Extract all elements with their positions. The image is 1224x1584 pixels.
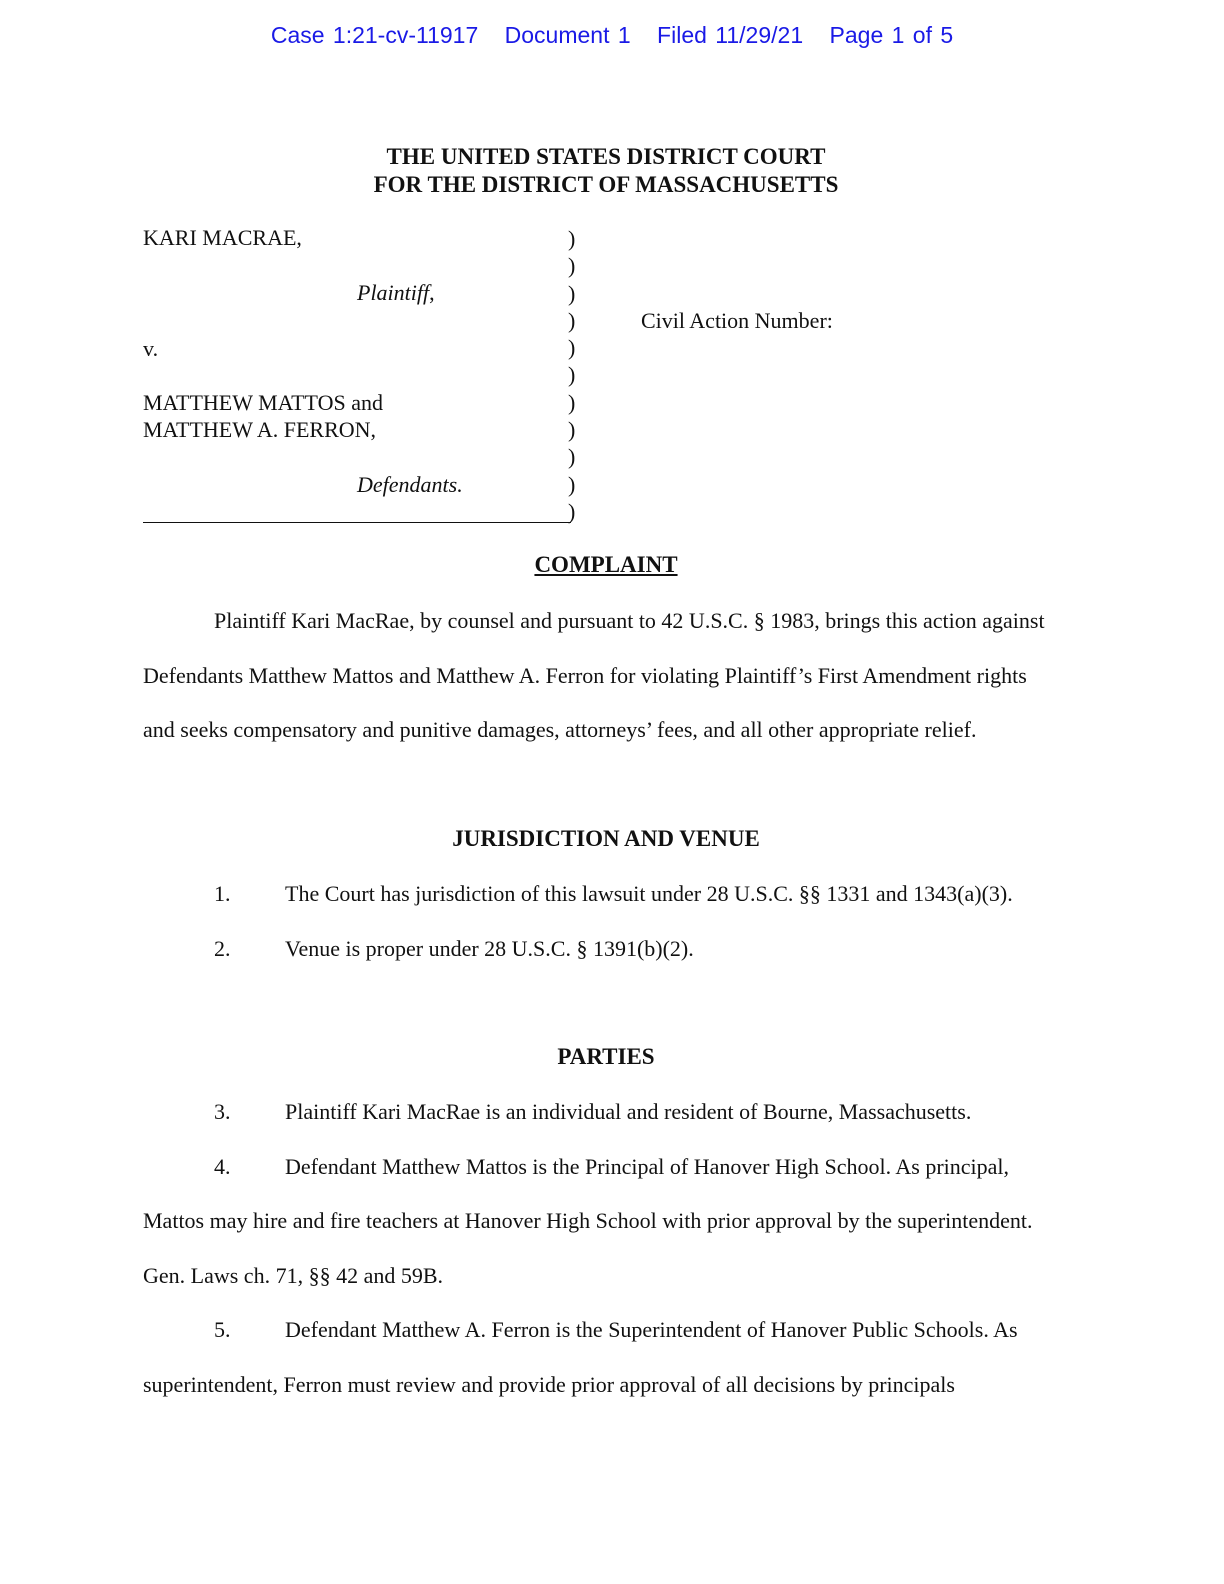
plaintiff-role — [357, 280, 435, 306]
page-indicator: Page 1 of 5 — [829, 22, 954, 48]
paragraph-number: 5. — [214, 1317, 231, 1343]
paren: ) — [568, 280, 576, 306]
defendant-role — [357, 472, 463, 498]
civil-action-number: Civil Action Number: — [641, 308, 833, 333]
paragraph-number: 2. — [214, 935, 231, 961]
court-heading — [0, 143, 1212, 199]
paragraph-text: Venue is proper under 28 U.S.C. § 1391(b)(2). — [285, 935, 694, 961]
paragraph-4 — [143, 1140, 1063, 1304]
paragraph-text: The Court has jurisdiction of this lawsuit under 28 U.S.C. §§ 1331 and 1343(a)(3). — [285, 881, 1013, 906]
complaint-title — [0, 552, 1212, 578]
caption-parentheses — [568, 225, 588, 525]
paragraph-3 — [143, 1085, 1063, 1140]
paren: ) — [568, 335, 576, 361]
ecf-header-stamp — [0, 22, 1224, 49]
paren: ) — [568, 498, 576, 524]
paragraph-2 — [143, 922, 1063, 977]
paren: ) — [568, 307, 576, 333]
defendant-line2: MATTHEW A. FERRON, — [143, 417, 377, 442]
paragraph-5 — [143, 1303, 1063, 1412]
case-number: Case 1:21-cv-11917 — [270, 22, 479, 48]
paragraph-text: Defendant Matthew A. Ferron is the Superintendent of Hanover Public Schools. As superintendent, Ferron must review and provide prior approval of all decisions by principals — [143, 1317, 1018, 1397]
parties-section — [143, 1085, 1063, 1413]
case-caption — [143, 225, 903, 535]
paren: ) — [568, 253, 576, 279]
paragraph-text: Plaintiff Kari MacRae is an individual and resident of Bourne, Massachusetts. — [285, 1099, 972, 1124]
paren: ) — [568, 362, 576, 388]
paren: ) — [568, 444, 576, 470]
versus: v. — [143, 336, 159, 361]
defendant-line1: MATTHEW MATTOS and — [143, 390, 383, 415]
paren: ) — [568, 471, 576, 497]
complaint-intro — [143, 594, 1063, 758]
paragraph-number: 3. — [214, 1099, 231, 1124]
complaint-title-text: COMPLAINT — [534, 552, 678, 577]
defendant-role-label: Defendants. — [357, 472, 463, 497]
paragraph-number: 1. — [214, 881, 231, 906]
court-heading-line1: THE UNITED STATES DISTRICT COURT — [386, 144, 826, 169]
plaintiff-role-label: Plaintiff — [357, 280, 430, 305]
filed-date: Filed 11/29/21 — [657, 22, 804, 48]
paren: ) — [568, 417, 576, 443]
plaintiff-role-comma: , — [429, 280, 435, 305]
intro-paragraph: Plaintiff Kari MacRae, by counsel and pursuant to 42 U.S.C. § 1983, brings this action against Defendants Matthew Mattos and Matthew A. Ferron for violating Plaintiff’s First Amendment rights and seeks compensatory and punitive damages, attorneys’ fees, and all other appropriate relief. — [143, 608, 1045, 743]
paragraph-text: Defendant Matthew Mattos is the Principal of Hanover High School. As principal, Mattos may hire and fire teachers at Hanover High School with prior approval by the superintendent. Gen. Laws ch. 71, §§ 42 and 59B. — [143, 1153, 1033, 1288]
paren: ) — [568, 389, 576, 415]
paragraph-1 — [143, 867, 1063, 922]
caption-rule — [143, 522, 571, 523]
document-number: Document 1 — [504, 22, 631, 48]
parties-heading: PARTIES — [557, 1044, 655, 1069]
jurisdiction-heading: JURISDICTION AND VENUE — [452, 826, 760, 851]
plaintiff-name: KARI MACRAE, — [143, 225, 302, 250]
paren: ) — [568, 226, 576, 251]
paragraph-number: 4. — [214, 1153, 231, 1179]
jurisdiction-section — [143, 867, 1063, 976]
court-heading-line2: FOR THE DISTRICT OF MASSACHUSETTS — [373, 172, 839, 197]
